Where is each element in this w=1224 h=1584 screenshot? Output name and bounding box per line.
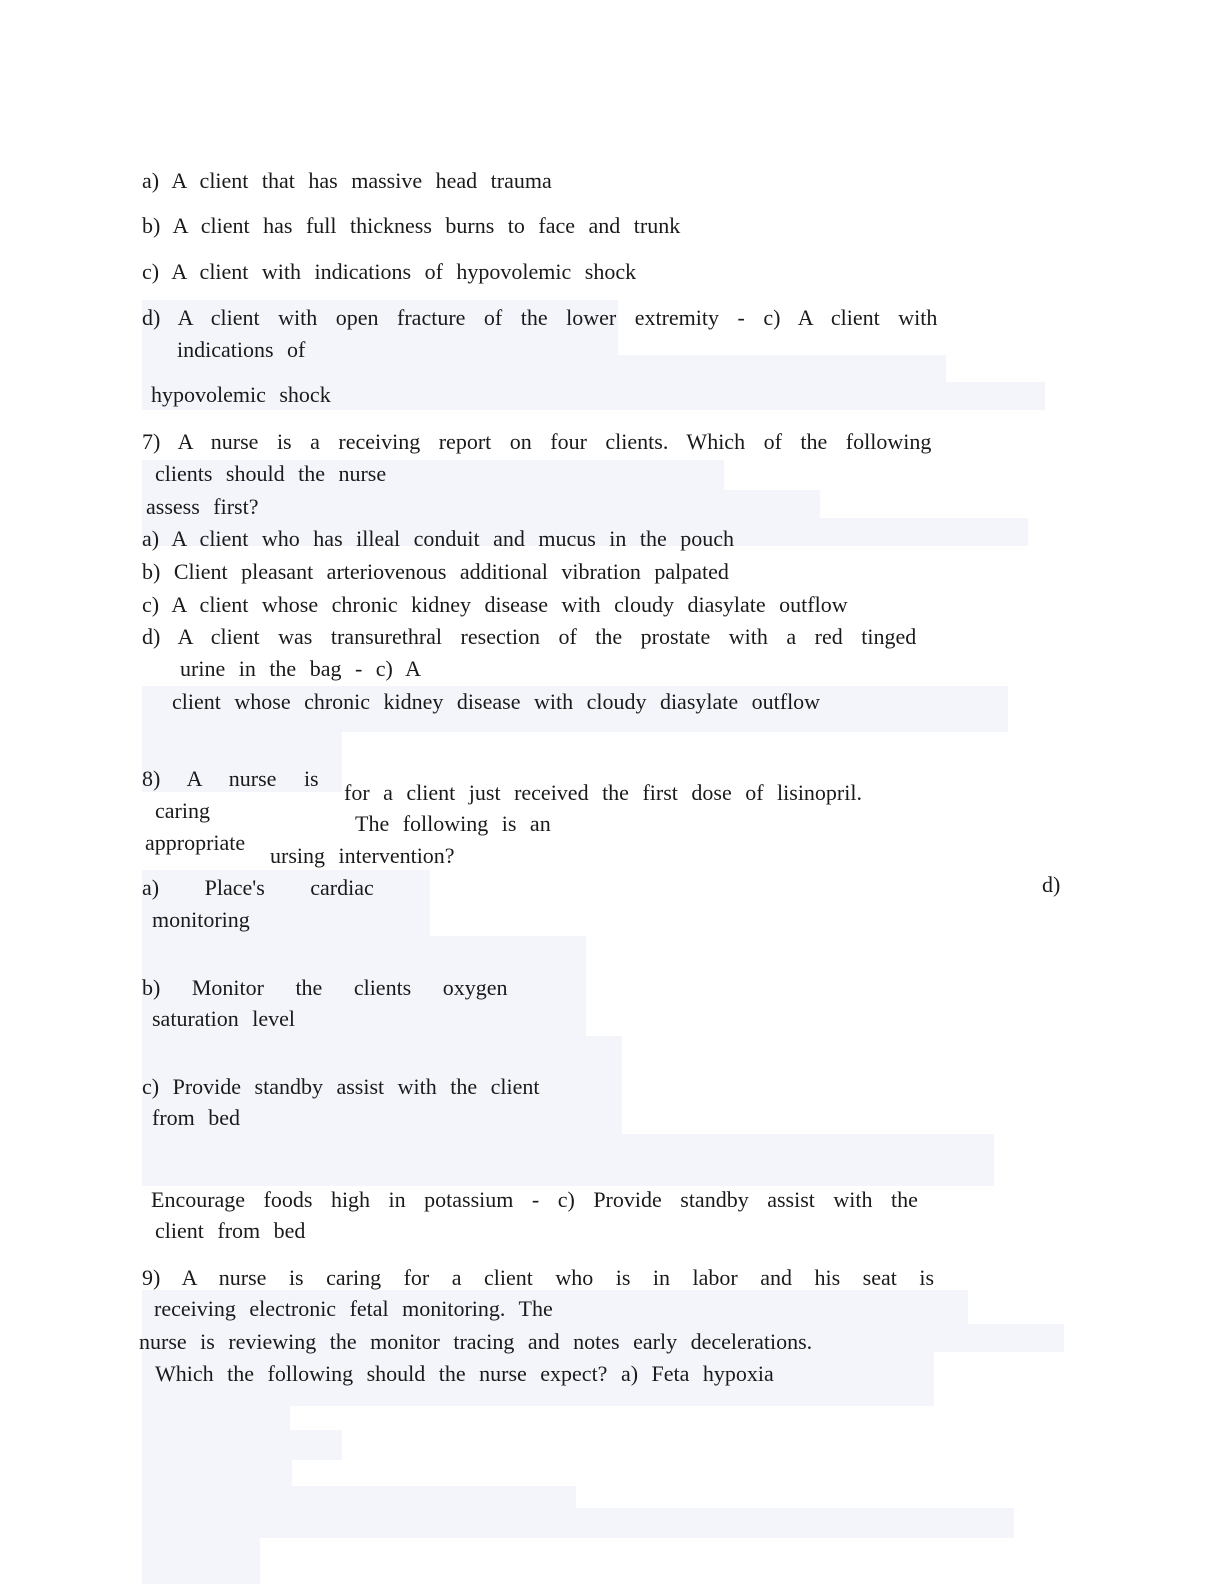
q8-stem-right: for a client just received the first dose of lisinopril.	[344, 780, 862, 805]
q8-stem-left: caring	[155, 798, 210, 823]
q6-option-b: b) A client has full thickness burns to face and trunk	[142, 213, 681, 238]
q6-option-a: a) A client that has massive head trauma	[142, 168, 552, 193]
q8-option-a-cont: monitoring	[152, 907, 250, 932]
q9-stem-cont: receiving electronic fetal monitoring. The	[154, 1296, 553, 1321]
q8-stem-left: 8) A nurse is	[142, 766, 319, 791]
q7-option-d-cont: urine in the bag - c) A	[180, 656, 422, 681]
q9-stem-cont: nurse is reviewing the monitor tracing and notes early decelerations.	[139, 1329, 813, 1354]
q8-option-d: Encourage foods high in potassium - c) Provide standby assist with the	[151, 1187, 918, 1212]
q8-option-b-cont: saturation level	[152, 1006, 296, 1031]
q9-stem: 9) A nurse is caring for a client who is in labor and his seat is	[142, 1265, 935, 1290]
bg-block	[142, 1486, 576, 1510]
q6-option-c: c) A client with indications of hypovolemic shock	[142, 259, 637, 284]
bg-block	[142, 1536, 260, 1584]
q8-option-c: c) Provide standby assist with the client	[142, 1074, 540, 1099]
q9-stem-cont: Which the following should the nurse expect? a) Feta hypoxia	[155, 1361, 774, 1386]
bg-block	[142, 1430, 342, 1460]
bg-block	[142, 1458, 292, 1486]
q6-option-d-cont: indications of	[177, 337, 306, 362]
bg-block	[142, 1508, 1014, 1538]
q8-option-c-cont: from bed	[152, 1105, 241, 1130]
q7-stem: 7) A nurse is a receiving report on four clients. Which of the following	[142, 429, 932, 454]
q7-answer: client whose chronic kidney disease with cloudy diasylate outflow	[172, 689, 821, 714]
q7-option-d: d) A client was transurethral resection of the prostate with a red tinged	[142, 624, 917, 649]
q8-option-d-label: d)	[1042, 872, 1061, 897]
q8-stem-right: The following is an	[355, 811, 551, 836]
q8-option-d-cont: client from bed	[155, 1218, 306, 1243]
q6-option-d: d) A client with open fracture of the lower extremity - c) A client with	[142, 305, 938, 330]
q8-stem-left: appropriate	[145, 830, 246, 855]
q7-option-b: b) Client pleasant arteriovenous additional vibration palpated	[142, 559, 729, 584]
q8-stem-right: ursing intervention?	[270, 843, 455, 868]
q7-option-c: c) A client whose chronic kidney disease with cloudy diasylate outflow	[142, 592, 848, 617]
bg-block	[142, 1404, 290, 1432]
q7-stem-cont: clients should the nurse	[155, 461, 387, 486]
q7-option-a: a) A client who has illeal conduit and mucus in the pouch	[142, 526, 735, 551]
q8-option-b: b) Monitor the clients oxygen	[142, 975, 508, 1000]
bg-block	[142, 1134, 994, 1186]
q7-stem-cont: assess first?	[146, 494, 259, 519]
q6-answer: hypovolemic shock	[151, 382, 331, 407]
q8-option-a: a) Place's cardiac	[142, 875, 374, 900]
